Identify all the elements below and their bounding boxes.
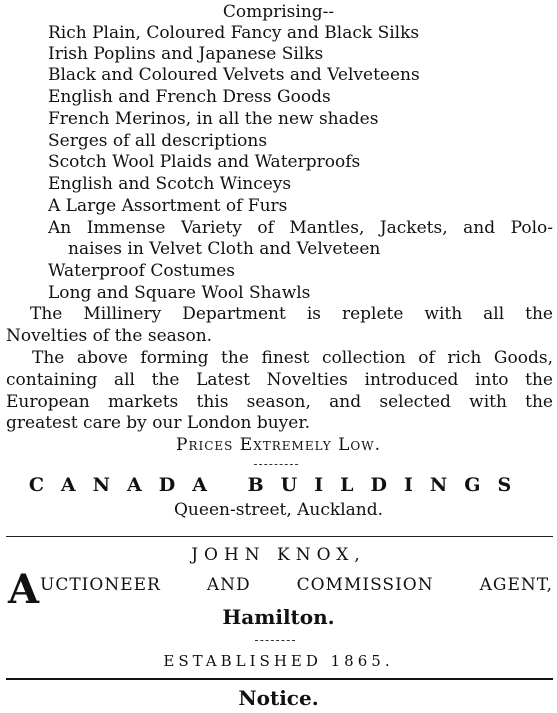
- separator-dash: [255, 640, 295, 641]
- auctioneer-title: UCTIONEER AND COMMISSION AGENT,: [40, 575, 553, 595]
- auctioneer-name: JOHN KNOX,: [191, 545, 366, 565]
- heading: Comprising--: [222, 2, 335, 22]
- above-line-1: The above forming the finest collection of rich Goods,: [32, 348, 553, 368]
- list-item: Scotch Wool Plaids and Waterproofs: [48, 152, 361, 172]
- list-item: French Merinos, in all the new shades: [48, 109, 379, 129]
- above-line-4: greatest care by our London buyer.: [6, 413, 311, 433]
- above-line-3: European markets this season, and selected with the: [6, 392, 553, 412]
- list-item: Black and Coloured Velvets and Velveteens: [48, 65, 420, 85]
- list-item: An Immense Variety of Mantles, Jackets, and Polo-: [48, 218, 553, 238]
- town-name: Hamilton.: [222, 605, 335, 629]
- notice-heading: Notice.: [238, 686, 319, 710]
- divider: [6, 678, 553, 680]
- list-item: Long and Square Wool Shawls: [48, 283, 311, 303]
- prices-line: Prices Extremely Low.: [176, 435, 381, 455]
- list-item: Rich Plain, Coloured Fancy and Black Silks: [48, 23, 420, 43]
- list-item: English and Scotch Winceys: [48, 174, 292, 194]
- building-name: CANADA BUILDINGS: [28, 474, 529, 496]
- list-item: Waterproof Costumes: [48, 261, 235, 281]
- above-line-2: containing all the Latest Novelties introduced into the: [6, 370, 553, 390]
- address-line: Queen-street, Auckland.: [174, 500, 383, 520]
- list-item: A Large Assortment of Furs: [48, 196, 288, 216]
- list-item: naises in Velvet Cloth and Velveteen: [68, 239, 381, 259]
- list-item: English and French Dress Goods: [48, 87, 331, 107]
- list-item: Serges of all descriptions: [48, 131, 268, 151]
- millinery-line-1: The Millinery Department is replete with all the: [30, 304, 553, 324]
- drop-cap: A: [8, 566, 40, 613]
- separator-dash: [254, 464, 298, 465]
- millinery-line-2: Novelties of the season.: [6, 326, 213, 346]
- list-item: Irish Poplins and Japanese Silks: [48, 44, 324, 64]
- established-line: ESTABLISHED 1865.: [163, 652, 394, 670]
- divider: [6, 536, 553, 537]
